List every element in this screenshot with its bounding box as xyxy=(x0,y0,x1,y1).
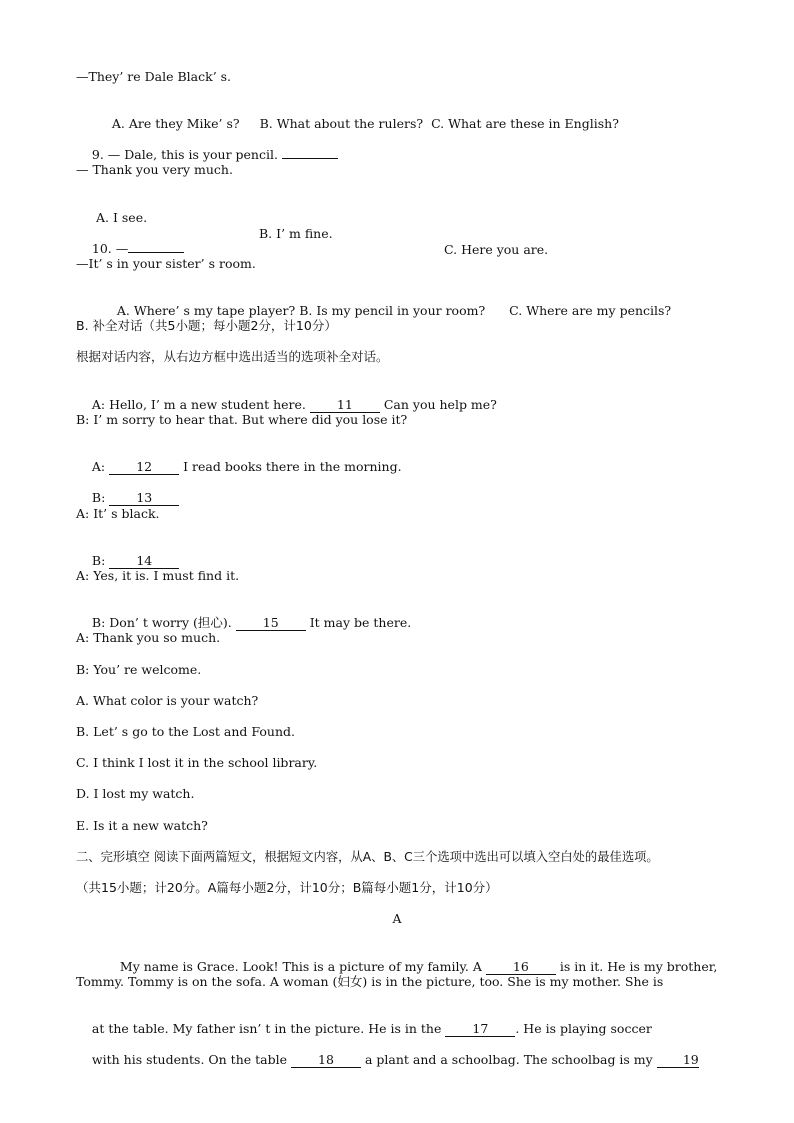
q9-option-b: B. I’ m fine. xyxy=(259,226,333,241)
blank-17: 17 xyxy=(445,1022,515,1037)
dialog-text: A: Hello, I’ m a new student here. xyxy=(91,397,306,412)
dialog-text: B: xyxy=(91,553,106,568)
blank-13: 13 xyxy=(109,491,179,506)
dialog-text: B: Don’ t worry (担心). xyxy=(91,615,232,630)
blank-15: 15 xyxy=(236,616,306,631)
section-cloze-heading: 二、完形填空 阅读下面两篇短文，根据短文内容，从A、B、C三个选项中选出可以填入空白处的最佳选项。 xyxy=(76,850,659,864)
passage-text: with his students. On the table xyxy=(91,1052,287,1067)
blank-11: 11 xyxy=(310,398,380,413)
q9-prompt: 9. — Dale, this is your pencil. xyxy=(91,147,278,162)
dialog-line-10: B: You’ re welcome. xyxy=(76,662,202,677)
passage-text: is in it. He is my brother, xyxy=(559,959,718,974)
dialog-text: B: xyxy=(91,490,106,505)
q10-answer-blank xyxy=(128,252,184,253)
q10-prompt: 10. — xyxy=(91,241,129,256)
dialog-line-7: A: Yes, it is. I must find it. xyxy=(76,568,240,583)
dialog-option-b: B. Let’ s go to the Lost and Found. xyxy=(76,724,295,739)
q9-option-a: A. I see. xyxy=(96,210,148,225)
q10-option-a: A. Where’ s my tape player? xyxy=(116,303,296,318)
dialog-line-5: A: It’ s black. xyxy=(76,506,160,521)
section-b-heading: B. 补全对话（共5小题；每小题2分，计10分） xyxy=(76,318,337,333)
passage-line-2: Tommy. Tommy is on the sofa. A woman (妇女) is in the picture, too. She is my mother. She is xyxy=(76,974,664,989)
q10-option-c: C. Where are my pencils? xyxy=(509,303,672,318)
blank-16: 16 xyxy=(486,960,556,975)
passage-text: a plant and a schoolbag. The schoolbag is my xyxy=(364,1052,653,1067)
dialog-option-a: A. What color is your watch? xyxy=(76,693,259,708)
dialog-line-9: A: Thank you so much. xyxy=(76,630,221,645)
dialog-option-d: D. I lost my watch. xyxy=(76,786,195,801)
q10-option-b: B. Is my pencil in your room? xyxy=(299,303,486,318)
blank-12: 12 xyxy=(109,460,179,475)
dialog-text: A: xyxy=(91,459,106,474)
blank-19: 19 xyxy=(657,1053,699,1068)
passage-title: A xyxy=(392,911,402,926)
blank-14: 14 xyxy=(109,554,179,569)
q10-reply: —It’ s in your sister’ s room. xyxy=(76,256,256,271)
passage-text: . He is playing soccer xyxy=(515,1021,652,1036)
dialog-line-2: B: I’ m sorry to hear that. But where did you lose it? xyxy=(76,412,408,427)
dialog-text: Can you help me? xyxy=(383,397,497,412)
blank-18: 18 xyxy=(291,1053,361,1068)
q9-answer-blank xyxy=(282,158,338,159)
dialog-option-c: C. I think I lost it in the school library. xyxy=(76,755,318,770)
passage-text: at the table. My father isn’ t in the picture. He is in the xyxy=(91,1021,442,1036)
dialog-option-e: E. Is it a new watch? xyxy=(76,818,208,833)
q9-reply: — Thank you very much. xyxy=(76,162,233,177)
q8-option-b: B. What about the rulers? xyxy=(259,116,424,131)
section-cloze-subheading: （共15小题；计20分。A篇每小题2分，计10分；B篇每小题1分，计10分） xyxy=(76,880,498,895)
dialog-text: I read books there in the morning. xyxy=(183,459,402,474)
section-b-instruction: 根据对话内容，从右边方框中选出适当的选项补全对话。 xyxy=(76,349,389,364)
q9-option-c: C. Here you are. xyxy=(444,242,549,257)
q8-option-c: C. What are these in English? xyxy=(431,116,619,131)
q8-option-a: A. Are they Mike’ s? xyxy=(111,116,240,131)
q8-answer-line: —They’ re Dale Black’ s. xyxy=(76,69,232,84)
passage-line-4 xyxy=(76,1036,718,1084)
dialog-text: It may be there. xyxy=(309,615,412,630)
passage-text: My name is Grace. Look! This is a picture of my family. A xyxy=(119,959,482,974)
